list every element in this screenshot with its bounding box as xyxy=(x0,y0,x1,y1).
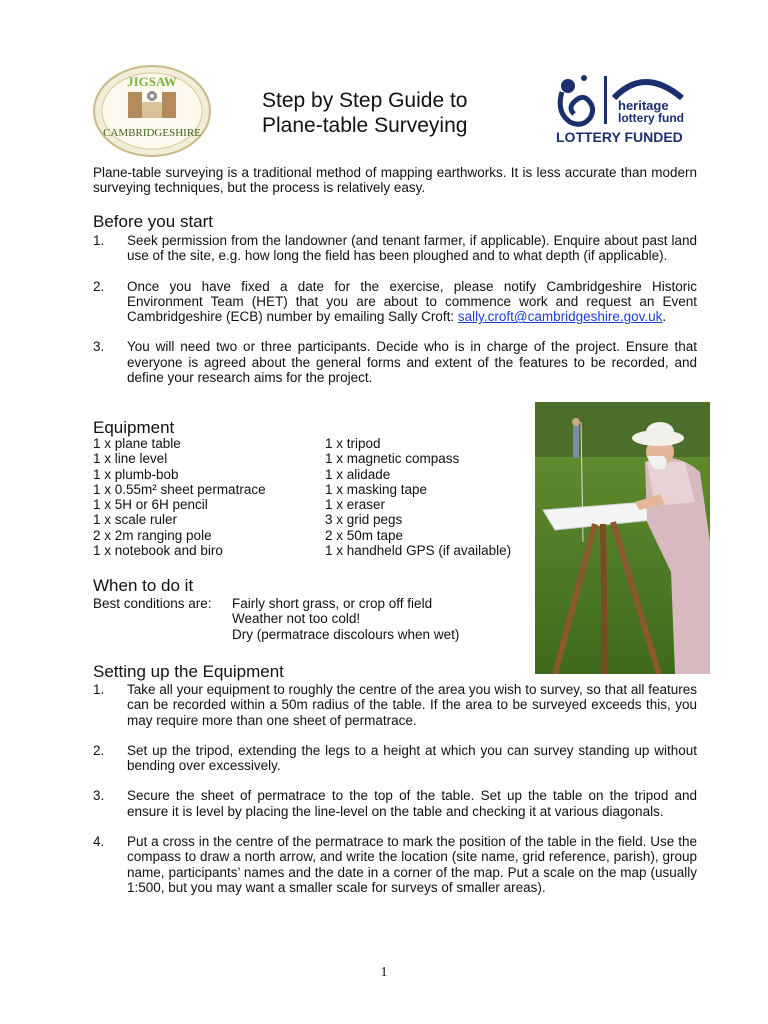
equipment-item: 1 x plumb-bob xyxy=(93,466,179,482)
item-number: 2. xyxy=(93,278,105,294)
page-number: 1 xyxy=(380,965,388,980)
list-item xyxy=(93,743,697,774)
equipment-column-2 xyxy=(325,436,511,558)
condition-item: Fairly short grass, or crop off field xyxy=(232,596,433,611)
logo-line-1: heritage xyxy=(618,98,669,113)
list-item xyxy=(93,339,697,385)
equipment-heading: Equipment xyxy=(93,418,175,437)
list-item xyxy=(93,682,697,728)
item-text: Once you have fixed a date for the exercise, please notify Cambridgeshire Historic Environment Team (HET) that you are about to commence work and request an Event Cambridgeshire (ECB) number by emailing Sally Croft: xyxy=(127,278,697,325)
equipment-item: 2 x 2m ranging pole xyxy=(93,527,212,543)
setup-list xyxy=(93,682,697,895)
item-number: 1. xyxy=(93,682,105,697)
logo-bottom-text: CAMBRIDGESHIRE xyxy=(103,127,201,139)
equipment-item: 1 x plane table xyxy=(93,436,181,451)
page-title xyxy=(262,88,467,138)
item-number: 4. xyxy=(93,834,105,850)
equipment-item: 1 x 0.55m² sheet permatrace xyxy=(93,481,266,497)
email-link[interactable]: sally.croft@cambridgeshire.gov.uk xyxy=(457,309,663,325)
title-line-1: Step by Step Guide to xyxy=(262,89,468,112)
before-heading: Before you start xyxy=(93,212,214,231)
item-number: 3. xyxy=(93,339,105,355)
equipment-item: 1 x masking tape xyxy=(325,481,428,497)
logo-top-text: JIGSAW xyxy=(127,74,177,89)
equipment-item: 1 x alidade xyxy=(325,466,391,482)
heritage-lottery-fund-logo xyxy=(554,72,694,146)
title-line-2: Plane-table Surveying xyxy=(262,114,468,137)
list-item xyxy=(93,788,697,819)
item-text: Seek permission from the landowner (and tenant farmer, if applicable). Enquire about past land use of the site, e.g. how long the field has been ploughed and to what depth (if applicable). xyxy=(127,233,697,264)
when-block xyxy=(93,596,459,642)
item-text: Take all your equipment to roughly the centre of the area you wish to survey, so that all features can be recorded within a 50m radius of the table. If the area to be surveyed exceeds this, you may require more than one sheet of permatrace. xyxy=(127,682,697,728)
item-number: 3. xyxy=(93,788,105,804)
item-text: You will need two or three participants. Decide who is in charge of the project. Ensure that everyone is agreed about the general forms and extent of the features to be recorded, and define your research aims for the project. xyxy=(127,339,697,386)
equipment-item: 1 x tripod xyxy=(325,436,381,451)
crossed-fingers-icon xyxy=(560,75,592,124)
conditions-label: Best conditions are: xyxy=(93,596,212,611)
equipment-item: 1 x handheld GPS (if available) xyxy=(325,543,512,559)
logo-line-3: LOTTERY FUNDED xyxy=(556,129,683,145)
surveyor-photo xyxy=(535,402,710,674)
before-list xyxy=(93,233,697,385)
list-item xyxy=(93,834,697,895)
item-number: 2. xyxy=(93,742,105,758)
item-number: 1. xyxy=(93,233,105,248)
equipment-item: 2 x 50m tape xyxy=(325,527,404,543)
item-text: Put a cross in the centre of the permatrace to mark the position of the table in the field. Use the compass to draw a north arrow, and write the location (site name, grid reference, parish), group name, participants’ names and the date in a corner of the map. Put a scale on the map (usually 1:500, but you may want a smaller scale for surveys of smaller areas). xyxy=(127,834,697,895)
condition-item: Weather not too cold! xyxy=(232,611,361,627)
jigsaw-cambridgeshire-logo xyxy=(92,64,212,158)
item-text: Secure the sheet of permatrace to the top of the table. Set up the table on the tripod and ensure it is level by placing the line-level on the table and checking it at various diagonals. xyxy=(127,788,697,819)
equipment-item: 3 x grid pegs xyxy=(325,512,403,528)
equipment-column-1 xyxy=(93,436,266,558)
list-item xyxy=(93,279,697,325)
list-item xyxy=(93,233,697,264)
condition-item: Dry (permatrace discolours when wet) xyxy=(232,626,460,642)
equipment-item: 1 x scale ruler xyxy=(93,512,178,528)
setup-heading: Setting up the Equipment xyxy=(93,662,284,681)
equipment-item: 1 x eraser xyxy=(325,497,386,513)
equipment-item: 1 x 5H or 6H pencil xyxy=(93,497,208,513)
item-text-tail: . xyxy=(662,309,667,325)
equipment-item: 1 x notebook and biro xyxy=(93,543,223,559)
item-text: Set up the tripod, extending the legs to a height at which you can survey standing up without bending over excessively. xyxy=(127,742,697,774)
equipment-item: 1 x line level xyxy=(93,451,168,467)
intro-paragraph: Plane-table surveying is a traditional method of mapping earthworks. It is less accurate than modern surveying techniques, but the process is relatively easy. xyxy=(93,165,697,196)
when-heading: When to do it xyxy=(93,576,194,595)
equipment-item: 1 x magnetic compass xyxy=(325,451,460,467)
logo-line-2: lottery fund xyxy=(618,111,684,125)
